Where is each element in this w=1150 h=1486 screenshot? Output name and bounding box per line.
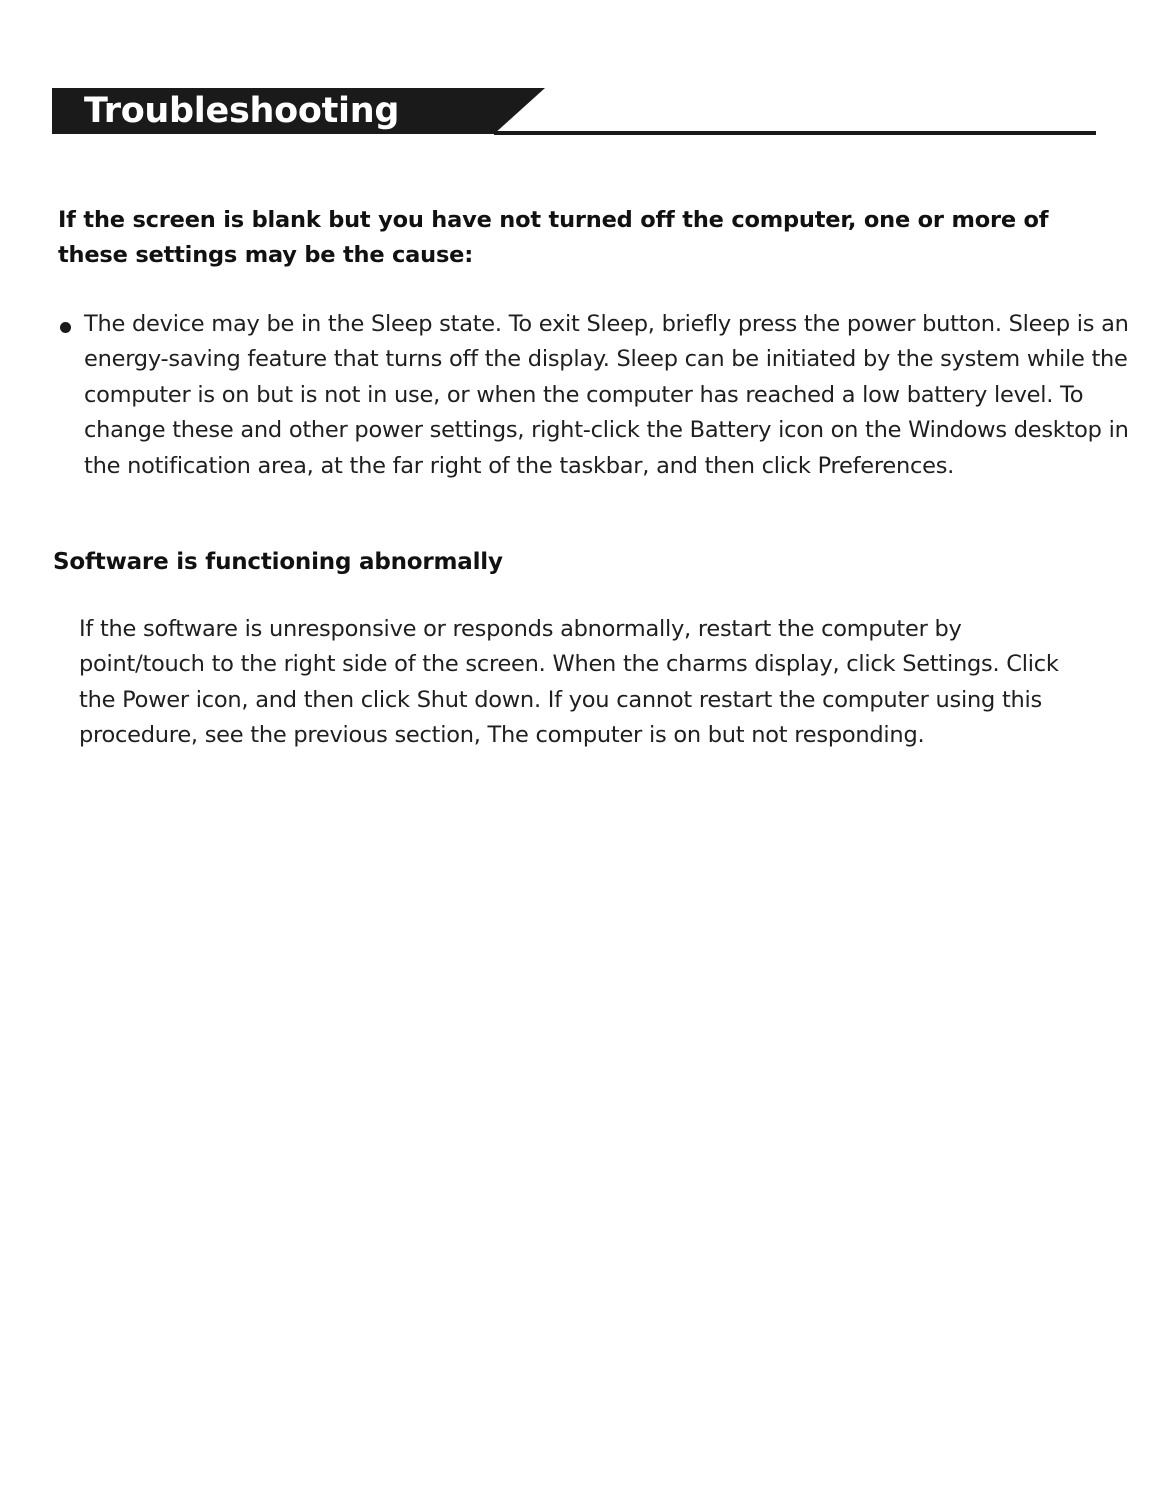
list-item-text: The device may be in the Sleep state. To exit Sleep, briefly press the power button. Sleep is an energy-saving feature that turns off the display. Sleep can be initiated by the system while the computer is on but is not in use, or when the computer has reached a low battery level. To change these and other power settings, right-click the Battery icon on the Windows desktop in the notification area, at the far right of the taskbar, and then click Preferences. — [84, 311, 1129, 479]
page-title: Troubleshooting — [84, 91, 400, 131]
section-body-text: If the software is unresponsive or responds abnormally, restart the computer by point/touch to the right side of the screen. When the charms display, click Settings. Click the Power icon, and then click Shut down. If you cannot restart the computer using this procedure, see the previous section, The computer is on but not responding. — [79, 616, 1059, 749]
section-heading: Software is functioning abnormally — [53, 549, 503, 575]
bullet-icon — [60, 322, 71, 333]
section-header-banner — [52, 88, 1096, 136]
list-item — [58, 307, 1138, 484]
intro-heading: If the screen is blank but you have not turned off the computer, one or more of these settings may be the cause: — [58, 207, 1049, 268]
